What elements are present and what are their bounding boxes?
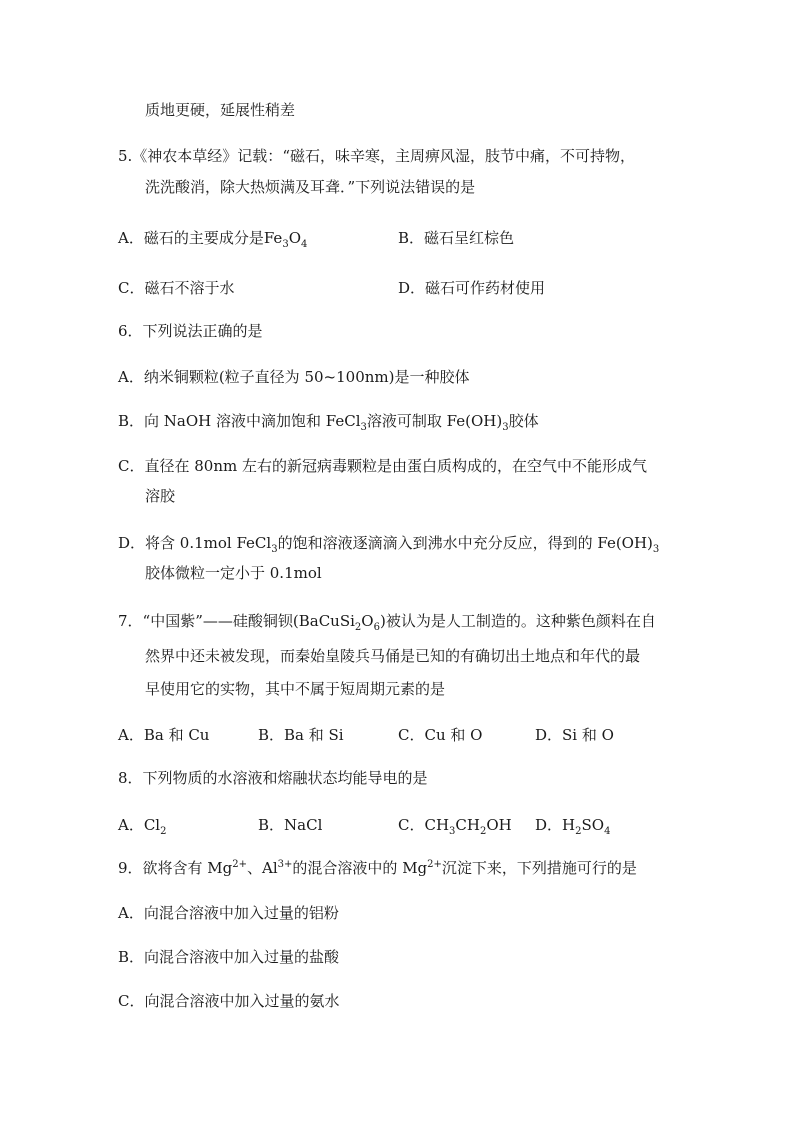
question-8-stem: 8．下列物质的水溶液和熔融状态均能导电的是 xyxy=(118,769,428,787)
question-7-option-b: B．Ba 和 Si xyxy=(258,726,344,744)
question-8-option-a: A．$Cl_2$ xyxy=(118,816,167,837)
question-7-option-a: A．Ba 和 Cu xyxy=(118,726,210,744)
question-4-tail: 质地更硬，延展性稍差 xyxy=(145,101,296,119)
question-5-option-c: C．磁石不溶于水 xyxy=(118,279,235,297)
question-8-option-d: D．$H_2SO_4$ xyxy=(535,816,611,837)
question-5-option-b: B．磁石呈红棕色 xyxy=(398,229,515,247)
question-6-option-a: A．纳米铜颗粒(粒子直径为 50~100nm)是一种胶体 xyxy=(118,368,470,386)
question-8-option-c: C．$CH_3CH_2OH$ xyxy=(398,816,512,837)
question-9-stem: 9．欲将含有 $Mg^{2+}$、$Al^{3+}$的混合溶液中的 $Mg^{2+}$沉淀下来，下列措施可行的是 xyxy=(118,859,637,877)
question-9-option-c: C．向混合溶液中加入过量的氨水 xyxy=(118,992,340,1010)
question-9-option-b: B．向混合溶液中加入过量的盐酸 xyxy=(118,948,340,966)
question-7-stem-line-1: 7．“中国紫”——硅酸铜钡$(BaCuSi_2O_6)$被认为是人工制造的。这种紫色颜料在自 xyxy=(118,612,656,633)
question-7-stem-line-2: 然界中还未被发现，而秦始皇陵兵马俑是已知的有确切出土地点和年代的最 xyxy=(145,647,641,665)
question-6-option-b: B．向 NaOH 溶液中滴加饱和 FeCl$_3$溶液可制取 $Fe(OH)_3$胶体 xyxy=(118,412,539,433)
question-7-stem-line-3: 早使用它的实物，其中不属于短周期元素的是 xyxy=(145,680,446,698)
question-7-option-c: C．Cu 和 O xyxy=(398,726,483,744)
question-5-stem-line-2: 洗洗酸消，除大热烦满及耳聋．”下列说法错误的是 xyxy=(145,178,476,196)
question-5-option-a: A．磁石的主要成分是$Fe_3O_4$ xyxy=(118,229,308,250)
question-5-option-d: D．磁石可作药材使用 xyxy=(398,279,546,297)
question-7-option-d: D．Si 和 O xyxy=(535,726,614,744)
question-6-option-d-line-1: D．将含 0.1mol FeCl$_3$的饱和溶液逐滴滴入到沸水中充分反应，得到的 $Fe(OH)_3$ xyxy=(118,534,660,555)
question-5-stem-line-1: 5.《神农本草经》记载：“磁石，味辛寒，主周痹风湿，肢节中痛，不可持物， xyxy=(118,147,635,165)
question-6-option-d-line-2: 胶体微粒一定小于 0.1mol xyxy=(145,564,322,582)
question-6-option-c-line-1: C．直径在 80nm 左右的新冠病毒颗粒是由蛋白质构成的，在空气中不能形成气 xyxy=(118,457,647,475)
question-9-option-a: A．向混合溶液中加入过量的铝粉 xyxy=(118,904,339,922)
question-6-stem: 6．下列说法正确的是 xyxy=(118,322,263,340)
question-8-option-b: B．NaCl xyxy=(258,816,323,834)
question-6-option-c-line-2: 溶胶 xyxy=(145,487,176,505)
